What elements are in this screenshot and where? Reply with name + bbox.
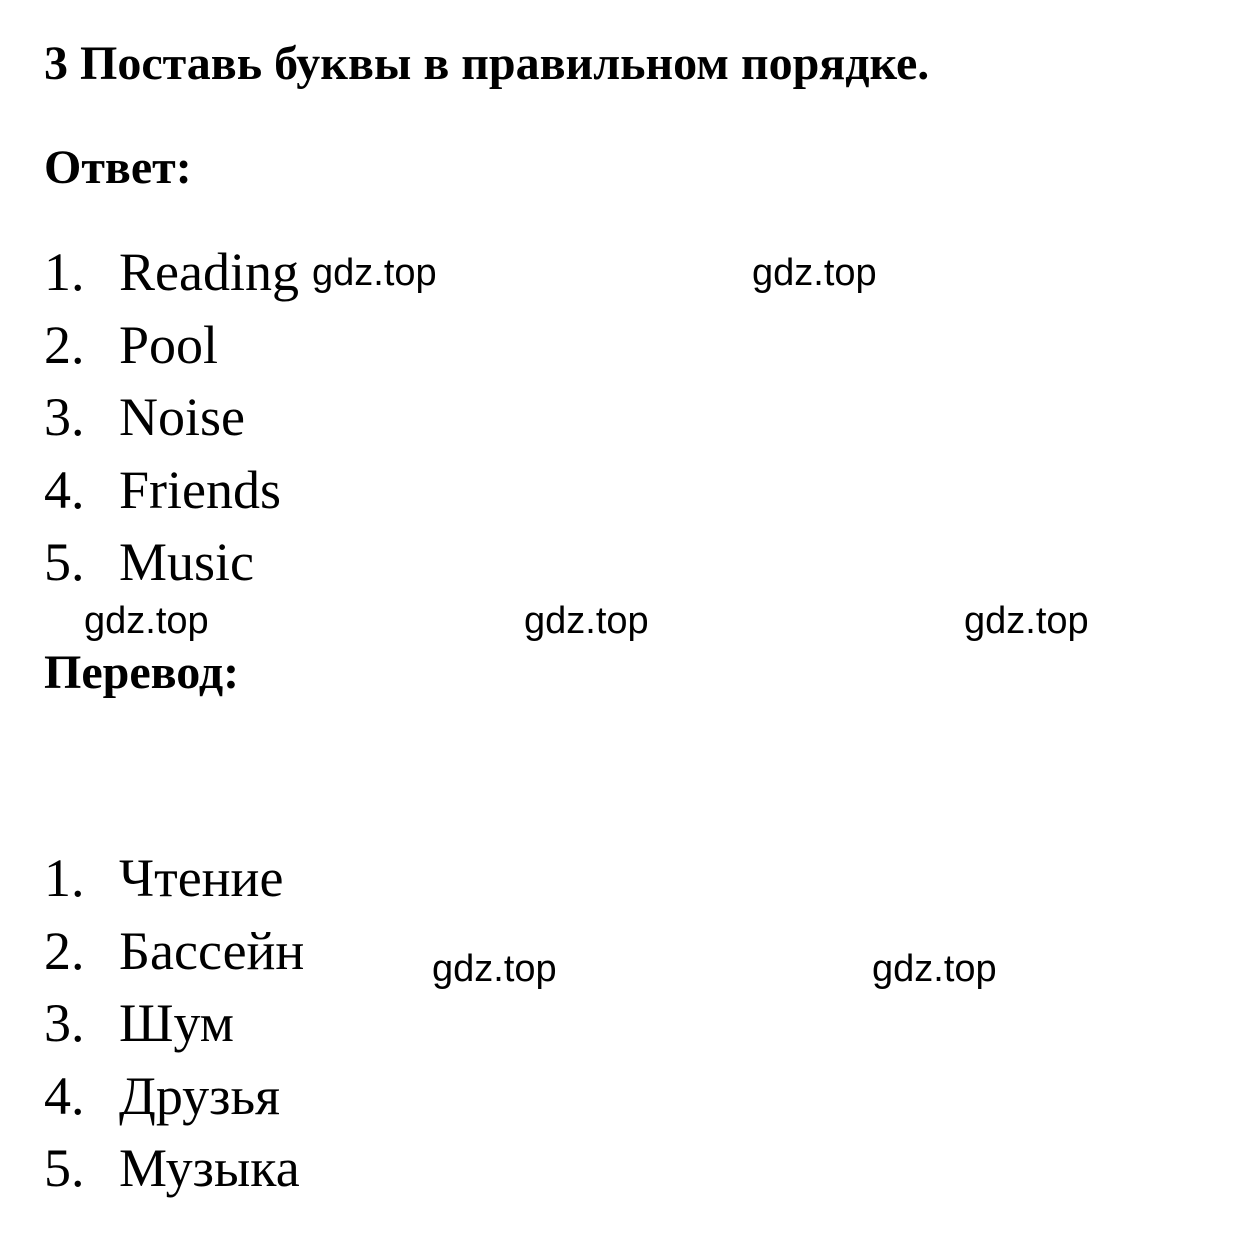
answer-word: Music: [119, 532, 254, 592]
item-number: 5.: [44, 1138, 85, 1198]
translation-word: Шум: [119, 993, 234, 1053]
translation-word: Чтение: [119, 848, 284, 908]
translation-word: Музыка: [119, 1138, 300, 1198]
answer-list: [44, 242, 299, 605]
watermark: gdz.top: [524, 600, 649, 642]
answer-item: [44, 315, 299, 388]
watermark: gdz.top: [84, 600, 209, 642]
translation-word: Бассейн: [119, 920, 305, 981]
item-number: 2.: [44, 314, 85, 375]
translation-item: [44, 1138, 304, 1211]
translation-item: [44, 993, 304, 1066]
watermark: gdz.top: [872, 948, 997, 990]
watermark: gdz.top: [964, 600, 1089, 642]
answer-item: [44, 460, 299, 533]
translation-item: [44, 1066, 304, 1139]
item-number: 1.: [44, 848, 85, 908]
item-number: 3.: [44, 387, 85, 447]
item-number: 4.: [44, 459, 85, 520]
item-number: 3.: [44, 993, 85, 1053]
item-number: 2.: [44, 920, 85, 981]
answer-word: Pool: [119, 314, 219, 375]
task-title: 3 Поставь буквы в правильном порядке.: [44, 37, 930, 90]
answer-item: [44, 387, 299, 460]
item-number: 4.: [44, 1065, 85, 1126]
watermark: gdz.top: [312, 252, 437, 294]
answer-word: Noise: [119, 387, 245, 447]
item-number: 1.: [44, 242, 85, 302]
watermark: gdz.top: [432, 948, 557, 990]
answer-heading: Ответ:: [44, 141, 192, 194]
watermark: gdz.top: [752, 252, 877, 294]
answer-item: [44, 532, 299, 605]
item-number: 5.: [44, 532, 85, 592]
translation-list: [44, 848, 304, 1211]
translation-word: Друзья: [119, 1065, 280, 1126]
translation-item: [44, 921, 304, 994]
translation-item: [44, 848, 304, 921]
answer-word: Reading: [119, 242, 299, 302]
answer-item: [44, 242, 299, 315]
answer-word: Friends: [119, 459, 281, 520]
translation-heading: Перевод:: [44, 646, 240, 699]
